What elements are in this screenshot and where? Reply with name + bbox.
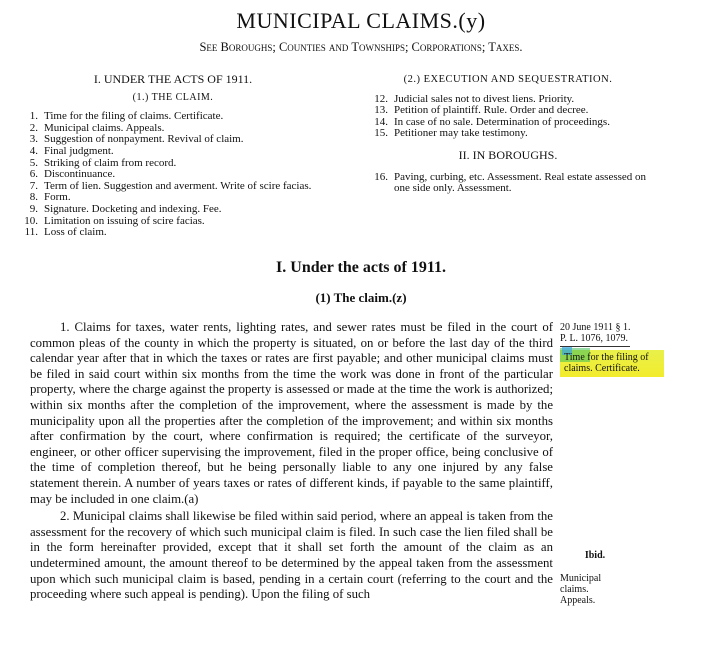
toc-left-heading: I. UNDER THE ACTS OF 1911. — [93, 72, 253, 86]
toc-item-text: Final judgment. — [44, 144, 114, 157]
toc-right-heading: (2.) EXECUTION AND SEQUESTRATION. — [403, 74, 613, 85]
paragraph-2: 2. Municipal claims shall likewise be filed within said period, where an appeal is taken from the assessment for the recovery of which such municipal claim is filed. In such case the lien filed shall be in the form hereinafter provided, except that it shall set forth the amount of the claim as an undetermined amount, the amount thereof to be determined by the appeal taken from the assessment upon which such municipal claim is based, pending in a certain court (referring to the court and the proceeding where such appeal is pending). Upon the filing of such — [30, 509, 553, 602]
citation-line-2: P. L. 1076, 1079. — [560, 333, 629, 344]
toc-item-number: 3. — [29, 133, 38, 146]
toc-right-column — [358, 74, 658, 195]
toc-item-number: 15. — [374, 127, 388, 140]
see-also-line: See Boroughs; Counties and Townships; Corporations; Taxes. — [199, 40, 523, 54]
toc-item — [358, 128, 658, 140]
margin-note-appeals — [560, 550, 670, 606]
margin-note-2: Municipal claims. Appeals. — [560, 573, 602, 606]
toc-item-text: Term of lien. Suggestion and averment. Write of scire facias. — [44, 179, 312, 192]
ibid-label: Ibid. — [584, 550, 606, 561]
toc-item-number: 7. — [29, 179, 38, 192]
section-title: I. Under the acts of 1911. — [276, 259, 446, 276]
toc-left-subheading: (1.) THE CLAIM. — [132, 91, 214, 103]
toc-item-text: Limitation on issuing of scire facias. — [44, 214, 205, 227]
toc-item-number: 8. — [29, 191, 38, 204]
toc-item-text: Paving, curbing, etc. Assessment. Real estate assessed on one side only. Assessment. — [394, 170, 647, 195]
paragraph-1: 1. Claims for taxes, water rents, lighting rates, and sewer rates must be filed in the court of common pleas of the county in which the property is situated, on or before the last day of the third calendar year after that in which the taxes or rates are first payable; and other municipal claims must be filed in said court within six months from the time the work was done in front of the particular property, where the charge against the property is assessed or made at the time the work is authorized; within six months after the completion of the improvement, where the assessment is made by the municipality upon all the properties after the completion of the improvement; and within six months after confirmation by the court, where confirmation is required; the certificate of the surveyor, engineer, or other officer supervising the improvement, filed in the proper office, being conclusive of the time of completion thereof, but he being personally liable to any one injured by any false statement therein. A number of years taxes or rates of different kinds, if payable to the same plaintiff, may be included in one claim.(a) — [30, 320, 553, 506]
toc-item-number: 5. — [29, 156, 38, 169]
toc-item — [8, 204, 338, 216]
toc-item-number: 13. — [374, 104, 388, 117]
toc-item-number: 1. — [29, 110, 38, 123]
toc-item-text: Signature. Docketing and indexing. Fee. — [44, 202, 222, 215]
toc-item-text: Petition of plaintiff. Rule. Order and decree. — [394, 104, 589, 117]
toc-right-list — [358, 94, 658, 140]
toc-item-text: Suggestion of nonpayment. Revival of claim. — [44, 133, 244, 146]
toc-item-number: 4. — [29, 144, 38, 157]
toc-item-number: 2. — [29, 121, 38, 134]
toc-item-number: 10. — [24, 214, 38, 227]
toc-item-number: 14. — [374, 115, 388, 128]
toc-item-number: 11. — [24, 226, 38, 239]
toc-item-text: Discontinuance. — [44, 168, 116, 181]
toc-item-number: 16. — [374, 170, 388, 183]
margin-citation — [560, 322, 670, 344]
toc-item — [8, 227, 338, 239]
toc-item — [358, 172, 658, 195]
toc-item-number: 12. — [374, 92, 388, 105]
section-subtitle: (1) The claim.(z) — [315, 290, 407, 305]
toc-item-text: Form. — [44, 191, 71, 204]
toc-item-text: In case of no sale. Determination of proceedings. — [394, 115, 610, 128]
citation-line-1: 20 June 1911 § 1. — [560, 322, 631, 333]
toc-left-list — [8, 111, 338, 239]
toc-item — [8, 146, 338, 158]
toc-item-text: Municipal claims. Appeals. — [44, 121, 165, 134]
margin-note-highlighted — [560, 350, 670, 377]
margin-note-1: Time for the filing of claims. Certificate. — [564, 352, 649, 374]
toc-item-text: Judicial sales not to divest liens. Priority. — [394, 92, 575, 105]
toc-right-subheading: II. IN BOROUGHS. — [458, 147, 558, 162]
toc-item-number: 6. — [29, 168, 38, 181]
toc-item-text: Loss of claim. — [44, 226, 107, 239]
toc-item-number: 9. — [29, 202, 38, 215]
toc-right-list-2 — [358, 172, 658, 195]
toc-left-column — [8, 74, 338, 239]
toc-item-text: Petitioner may take testimony. — [394, 127, 528, 140]
toc-item-text: Striking of claim from record. — [44, 156, 177, 169]
toc-item — [8, 169, 338, 181]
body-text — [30, 320, 553, 603]
toc-item-text: Time for the filing of claims. Certificate. — [44, 110, 224, 123]
highlight-marker — [560, 350, 664, 377]
page-title: MUNICIPAL CLAIMS.(y) — [236, 8, 486, 33]
